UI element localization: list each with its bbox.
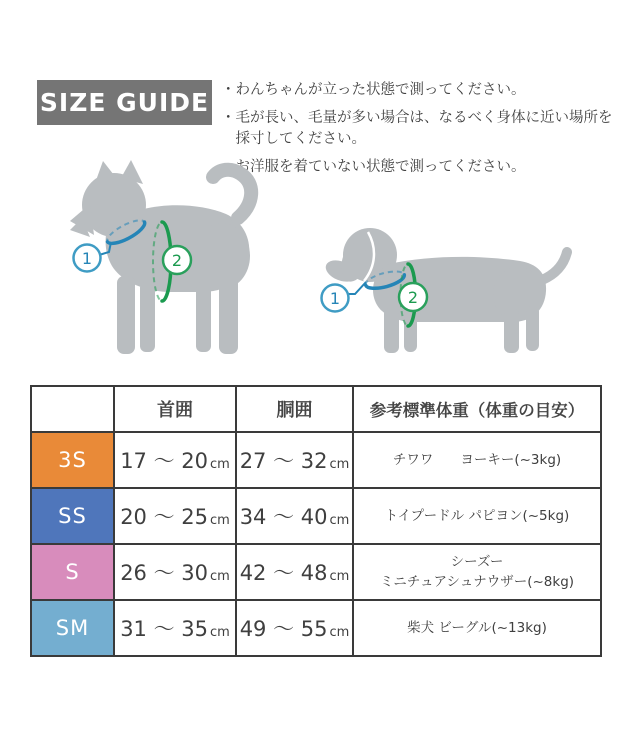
size-badge-s: S — [31, 544, 114, 600]
marker-1-label: 1 — [329, 289, 341, 308]
girth-range-3s: 27 ～ 32 cm — [236, 432, 353, 488]
unit-label: cm — [329, 569, 350, 584]
size-badge-sm: SM — [31, 600, 114, 656]
breed-cell-3s: チワワ ヨーキー(~3kg) — [353, 432, 601, 488]
unit-label: cm — [209, 569, 230, 584]
breed-cell-s: シーズー ミニチュアシュナウザー(~8kg) — [353, 544, 601, 600]
marker-2-label: 2 — [171, 251, 183, 270]
col-header-neck: 首囲 — [114, 386, 236, 432]
table-header-row — [31, 386, 601, 432]
breed-cell-ss: トイプードル パピヨン(~5kg) — [353, 488, 601, 544]
unit-label: cm — [209, 625, 230, 640]
instruction-item: ・わんちゃんが立った状態で測ってください。 — [221, 82, 526, 98]
table-row-3s — [31, 432, 601, 488]
col-header-size — [31, 386, 114, 432]
size-badge-3s: 3S — [31, 432, 114, 488]
size-guide-badge — [37, 80, 212, 125]
marker-1-label: 1 — [81, 249, 93, 268]
dog-measurement-diagram — [0, 158, 625, 398]
neck-range-ss: 20 ～ 25 cm — [114, 488, 236, 544]
page-title: SIZE GUIDE — [39, 88, 210, 117]
unit-label: cm — [209, 513, 230, 528]
table-row-sm — [31, 600, 601, 656]
table-row-ss — [31, 488, 601, 544]
unit-label: cm — [209, 457, 230, 472]
neck-range-3s: 17 ～ 20 cm — [114, 432, 236, 488]
instruction-item: ・お洋服を着ていない状態で測ってください。 — [221, 159, 526, 175]
breed-cell-sm: 柴犬 ビーグル(~13kg) — [353, 600, 601, 656]
marker-2-label: 2 — [407, 288, 419, 307]
neck-range-sm: 31 ～ 35 cm — [114, 600, 236, 656]
instruction-item: ・毛が長い、毛量が多い場合は、なるべく身体に近い場所を採寸してください。 — [221, 110, 613, 147]
size-badge-ss: SS — [31, 488, 114, 544]
girth-range-s: 42 ～ 48 cm — [236, 544, 353, 600]
unit-label: cm — [329, 625, 350, 640]
neck-range-s: 26 ～ 30 cm — [114, 544, 236, 600]
col-header-weight: 参考標準体重（体重の目安） — [353, 386, 601, 432]
girth-range-ss: 34 ～ 40 cm — [236, 488, 353, 544]
unit-label: cm — [329, 513, 350, 528]
col-header-girth: 胴囲 — [236, 386, 353, 432]
table-row-s — [31, 544, 601, 600]
unit-label: cm — [329, 457, 350, 472]
girth-range-sm: 49 ～ 55 cm — [236, 600, 353, 656]
size-table — [30, 385, 602, 657]
